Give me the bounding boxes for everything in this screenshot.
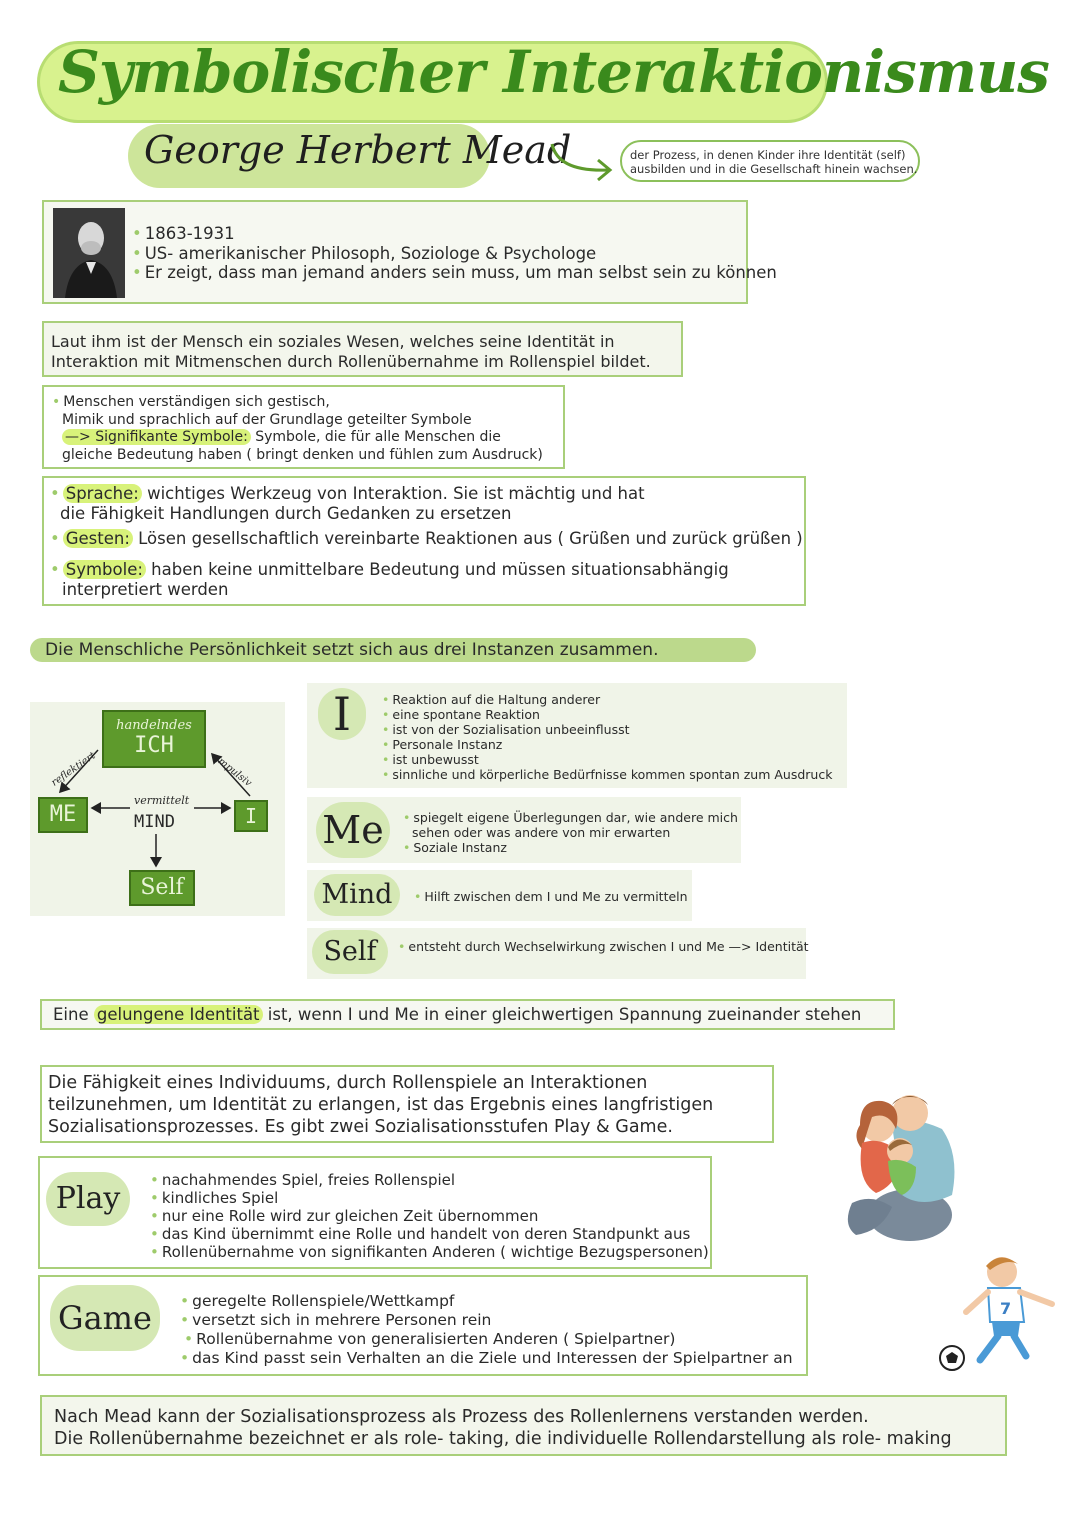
jersey-number: 7 xyxy=(1000,1299,1012,1318)
mind-text: • Hilft zwischen dem I und Me zu vermitteln xyxy=(414,889,688,904)
me-item: sehen oder was andere von mir erwarten xyxy=(412,825,671,840)
symbols-line: Mimik und sprachlich auf der Grundlage geteilter Symbole xyxy=(62,411,472,428)
conclusion-box xyxy=(40,1395,1007,1456)
play-item: • nur eine Rolle wird zur gleichen Zeit übernommen xyxy=(150,1207,539,1225)
instance-diagram xyxy=(30,702,285,916)
self-tag: Self xyxy=(312,930,388,974)
portrait-photo xyxy=(53,208,125,298)
intro-line: Interaktion mit Mitmenschen durch Rollenübernahme im Rollenspiel bildet. xyxy=(51,351,651,371)
sprache-line: die Fähigkeit Handlungen durch Gedanken zu ersetzen xyxy=(60,504,512,523)
bio-item: • US- amerikanischer Philosoph, Soziologe & Psychologe xyxy=(132,243,597,263)
bio-item: • Er zeigt, dass man jemand anders sein muss, um man selbst sein zu können xyxy=(132,263,777,282)
family-hug-illustration xyxy=(832,1085,967,1245)
bio-item: • 1863-1931 xyxy=(132,224,235,243)
persona-banner-text: Die Menschliche Persönlichkeit setzt sich aus drei Instanzen zusammen. xyxy=(45,640,659,660)
socialization-line: Die Fähigkeit eines Individuums, durch Rollenspiele an Interaktionen xyxy=(48,1073,648,1093)
i-item: • sinnliche und körperliche Bedürfnisse kommen spontan zum Ausdruck xyxy=(382,767,833,782)
diagram-i: I xyxy=(234,800,268,832)
symbols-line: gleiche Bedeutung haben ( bringt denken und fühlen zum Ausdruck) xyxy=(62,446,543,463)
play-item: • nachahmendes Spiel, freies Rollenspiel xyxy=(150,1171,456,1189)
sprache-line: • Sprache: wichtiges Werkzeug von Interaktion. Sie ist mächtig und hat xyxy=(50,484,645,503)
self-text: • entsteht durch Wechselwirkung zwischen I und Me —> Identität xyxy=(398,939,809,954)
bio-list xyxy=(132,224,777,283)
intro-line: Laut ihm ist der Mensch ein soziales Wesen, welches seine Identität in xyxy=(51,332,615,351)
identity-box xyxy=(40,999,895,1030)
diagram-ich-top: handelndes xyxy=(116,718,192,733)
i-item: • ist unbewusst xyxy=(382,752,479,767)
tools-box xyxy=(42,476,806,606)
game-item: • Rollenübernahme von generalisierten Anderen ( Spielpartner) xyxy=(184,1330,676,1348)
symbols-line: —> Signifikante Symbole: Symbole, die für alle Menschen die xyxy=(52,429,543,447)
me-item: • Soziale Instanz xyxy=(403,840,507,855)
diagram-mind-label: vermittelt xyxy=(134,794,190,807)
page-title: Symbolischer Interaktionismus xyxy=(58,38,1049,106)
symbole-line: • Symbole: haben keine unmittelbare Bedeutung und müssen situationsabhängig xyxy=(50,560,729,579)
i-item: • eine spontane Reaktion xyxy=(382,707,540,722)
conclusion-line: Die Rollenübernahme bezeichnet er als role- taking, die individuelle Rollendarstellung als role- making xyxy=(54,1429,952,1449)
diagram-ich-label: ICH xyxy=(134,733,174,758)
intro-box xyxy=(42,321,683,377)
note-line: der Prozess, in denen Kinder ihre Identität (self) xyxy=(630,148,906,162)
diagram-self: Self xyxy=(129,870,195,906)
play-list xyxy=(150,1171,709,1261)
socialization-box xyxy=(40,1065,774,1143)
game-item: • versetzt sich in mehrere Personen rein xyxy=(180,1311,492,1329)
diagram-reflektiert: reflektiert xyxy=(49,750,98,789)
play-item: • Rollenübernahme von signifikanten Anderen ( wichtige Bezugspersonen) xyxy=(150,1243,709,1261)
conclusion-line: Nach Mead kann der Sozialisationsprozess als Prozess des Rollenlernens verstanden werden. xyxy=(54,1407,869,1427)
i-tag: I xyxy=(318,688,366,740)
game-item: • das Kind passt sein Verhalten an die Ziele und Interessen der Spielpartner an xyxy=(180,1349,793,1367)
me-tag: Me xyxy=(316,802,390,858)
socialization-line: Sozialisationsprozesses. Es gibt zwei Sozialisationsstufen Play & Game. xyxy=(48,1117,673,1137)
diagram-mind: MIND xyxy=(134,812,175,832)
gesten-line: • Gesten: Lösen gesellschaftlich vereinbarte Reaktionen aus ( Grüßen und zurück grüßen ) xyxy=(50,529,803,548)
i-item: • Personale Instanz xyxy=(382,737,503,752)
game-list xyxy=(180,1292,793,1368)
play-item: • kindliches Spiel xyxy=(150,1189,279,1207)
diagram-arrows-icon xyxy=(30,702,285,916)
curved-arrow-icon xyxy=(548,140,623,185)
game-tag: Game xyxy=(50,1285,160,1351)
process-note xyxy=(620,140,920,182)
diagram-me: ME xyxy=(38,797,88,833)
soccer-kid-illustration xyxy=(936,1252,1062,1376)
i-item: • ist von der Sozialisation unbeeinflusst xyxy=(382,722,630,737)
play-tag: Play xyxy=(46,1172,130,1226)
i-list xyxy=(382,692,832,782)
i-item: • Reaktion auf die Haltung anderer xyxy=(382,692,601,707)
mind-tag: Mind xyxy=(314,874,400,916)
page-subtitle: George Herbert Mead xyxy=(144,128,572,172)
symbols-line: • Menschen verständigen sich gestisch, xyxy=(52,394,330,410)
diagram-impulsiv: impulsiv xyxy=(213,754,254,789)
me-list xyxy=(403,810,738,855)
socialization-line: teilzunehmen, um Identität zu erlangen, ist das Ergebnis eines langfristigen xyxy=(48,1095,714,1115)
identity-text: Eine gelungene Identität ist, wenn I und Me in einer gleichwertigen Spannung zueinander stehen xyxy=(53,1005,862,1024)
symbols-box xyxy=(42,385,565,469)
game-item: • geregelte Rollenspiele/Wettkampf xyxy=(180,1292,455,1310)
symbole-line: interpretiert werden xyxy=(62,580,229,599)
play-item: • das Kind übernimmt eine Rolle und handelt von deren Standpunkt aus xyxy=(150,1225,691,1243)
note-line: ausbilden und in die Gesellschaft hinein wachsen. xyxy=(630,162,918,176)
me-item: • spiegelt eigene Überlegungen dar, wie andere mich xyxy=(403,810,738,825)
